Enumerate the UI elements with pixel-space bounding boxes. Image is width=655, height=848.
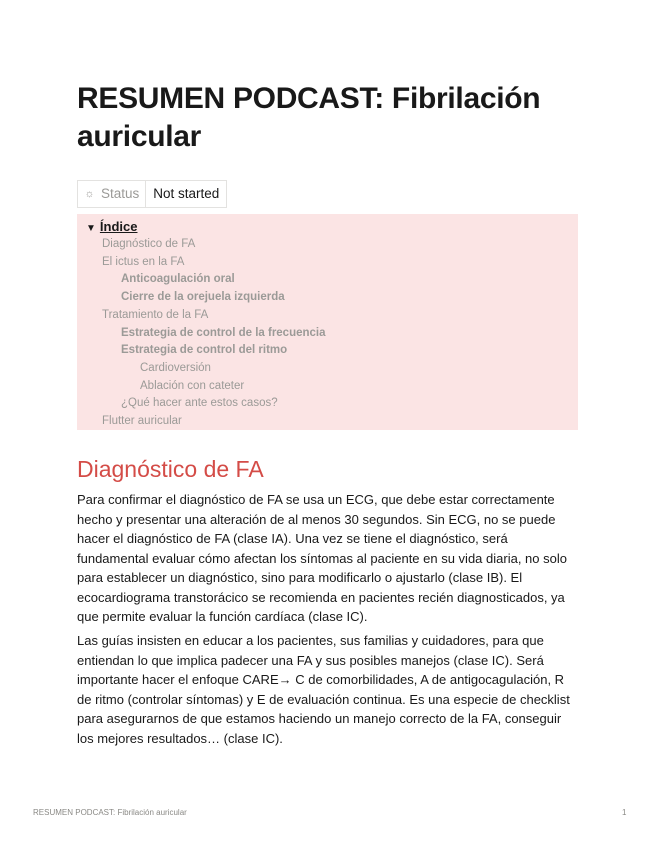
paragraph-1: Para confirmar el diagnóstico de FA se usa un ECG, que debe estar correctamente hecho y presentar una alteración de al menos 30 segundos. Sin ECG, no se puede hacer el diagnóstico de FA (clase IA). Una vez se tiene el diagnóstico, será fundamental evaluar cómo afectan los síntomas al paciente en su vida diaria, no solo para establecer un diagnóstico, sino para modificarlo o ajustarlo (clase IB). El ecocardiograma transtorácico se recomienda en pacientes recién diagnosticados, ya que permite evaluar la función cardíaca (clase IC). bbox=[77, 492, 567, 624]
toc-link[interactable]: Cierre de la orejuela izquierda bbox=[121, 291, 285, 304]
toc-toggle[interactable] bbox=[86, 218, 137, 238]
toc-link[interactable]: Anticoagulación oral bbox=[121, 273, 235, 286]
footer-page-number: 1 bbox=[622, 808, 627, 817]
toc-link[interactable]: Cardioversión bbox=[140, 361, 211, 374]
table-of-contents bbox=[77, 214, 578, 430]
status-value[interactable]: Not started bbox=[153, 186, 220, 201]
toc-link[interactable]: Estrategia de control del ritmo bbox=[121, 344, 288, 357]
status-icon: ☼ bbox=[84, 187, 95, 200]
toc-link[interactable]: Flutter auricular bbox=[102, 415, 182, 427]
footer-title: RESUMEN PODCAST: Fibrilación auricular bbox=[33, 808, 187, 817]
toc-link[interactable]: Tratamiento de la FA bbox=[102, 308, 209, 321]
status-property[interactable] bbox=[77, 180, 227, 208]
toggle-triangle-icon[interactable]: ▼ bbox=[86, 223, 96, 234]
status-label: Status bbox=[101, 186, 140, 201]
toc-link[interactable]: Diagnóstico de FA bbox=[102, 238, 196, 250]
toc-link[interactable]: ¿Qué hacer ante estos casos? bbox=[121, 397, 278, 410]
toc-link[interactable]: Estrategia de control de la frecuencia bbox=[121, 326, 326, 339]
toc-link[interactable]: Ablación con cateter bbox=[140, 379, 245, 392]
section-heading: Diagnóstico de FA bbox=[77, 456, 264, 482]
status-property-name bbox=[78, 181, 146, 207]
paragraph-2: Las guías insisten en educar a los pacientes, sus familias y cuidadores, para que entiendan lo que implica padecer una FA y sus posibles manejos (clase IC). Será importante hacer el enfoque CARE→ C de comorbilidades, A de antigocagulación, R de ritmo (controlar síntomas) y E de evaluación continua. Es una especie de checklist para asegurarnos de que estamos haciendo un manejo correcto de la FA, conseguir los mejores resultados… (clase IC). bbox=[77, 633, 570, 746]
page-title: RESUMEN PODCAST: Fibrilación auricular bbox=[77, 82, 541, 153]
toc-heading: Índice bbox=[99, 219, 138, 234]
toc-link[interactable]: El ictus en la FA bbox=[102, 255, 185, 268]
